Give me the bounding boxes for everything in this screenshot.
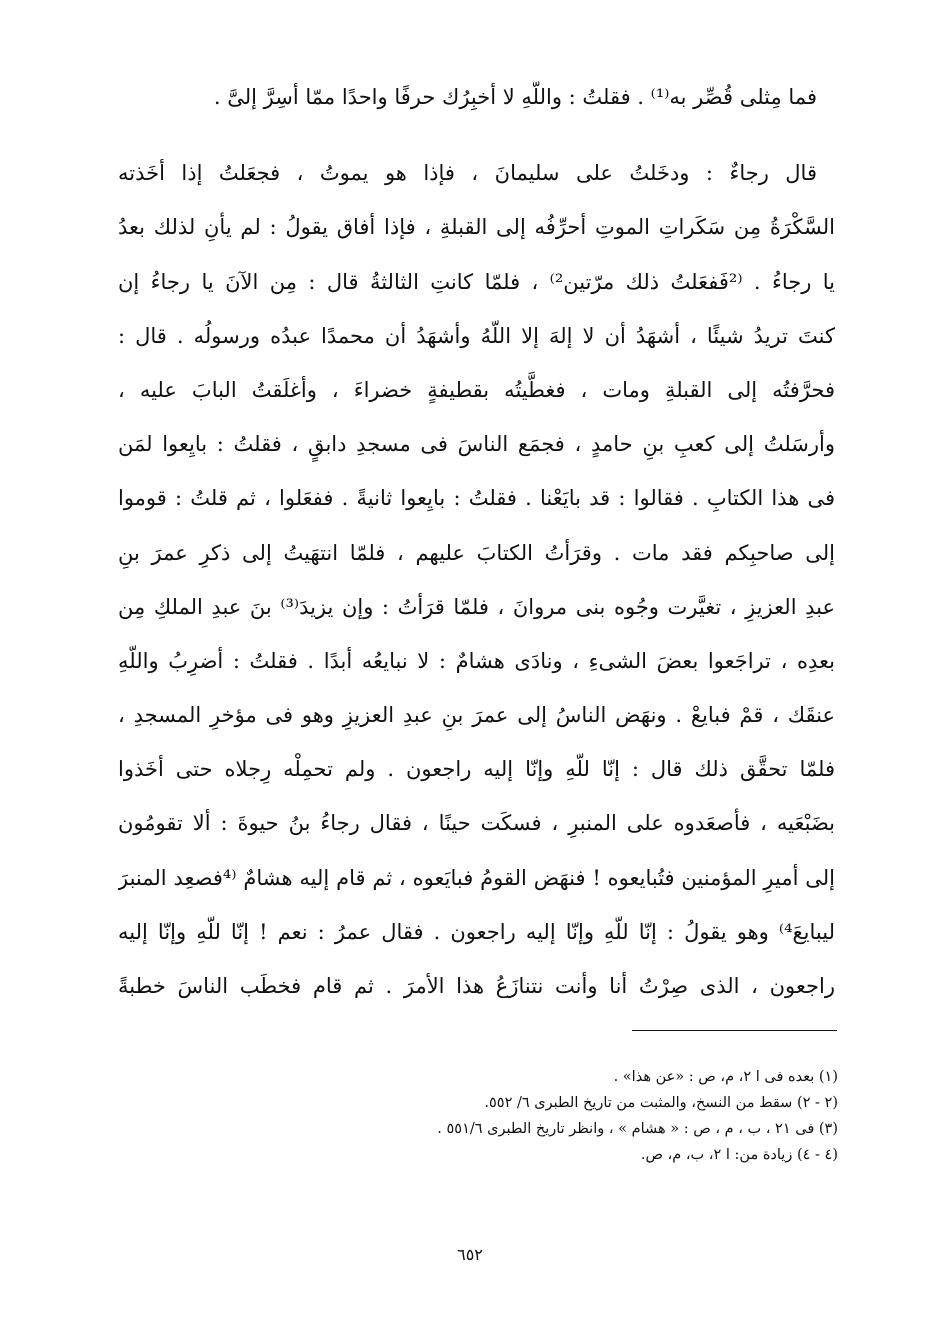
text-line: إلى أميرِ المؤمنين فتُبايعوه ! فنهَض القومُ فبايَعوه ، ثم قام إليه هشامٌ ⁽⁴فصعِد المنبرَ	[118, 865, 835, 890]
footnote: (٣) فى ٢١ ، ب ، م ، ص : « هشام » ، وانظر تاريخ الطبرى ٥٥١/٦ .	[437, 1121, 838, 1137]
footnote: (٢ - ٢) سقط من النسخ، والمثبت من تاريخ الطبرى ٦/ ٥٥٢.	[484, 1095, 838, 1111]
text-line: فى هذا الكتابِ . فقالوا : قد بايَعْنا . فقلتُ : بايِعوا ثانيةً . ففعَلوا ، ثم قلتُ : قوموا	[118, 486, 835, 511]
text-line: السَّكْرَةُ مِن سَكَراتِ الموتِ أحرِّفُه إلى القبلةِ ، فإذا أفاق يقولُ : لم يأنِ لذلك بعدُ	[118, 215, 835, 240]
paragraph-gap	[118, 124, 835, 146]
page-number: ٦٥٢	[457, 1245, 483, 1264]
text-line: كنتَ تريدُ شيئًا ، أشهَدُ أن لا إلهَ إلا اللّهُ وأشهَدُ أن محمدًا عبدُه ورسولُه . قال :	[118, 323, 835, 348]
text-line-opening: فما مِثلى قُصِّر به⁽¹⁾ . فقلتُ : واللّهِ لا أخبِرُك حرفًا واحدًا ممّا أسِرَّ إلىَّ .	[213, 85, 817, 109]
footnote: (١) بعده فى ا ٢، م، ص : «عن هذا» .	[613, 1069, 838, 1085]
text-line: بعدِه ، تراجَعوا بعضَ الشىءِ ، ونادَى هشامٌ : لا نبايعُه أبدًا . فقلتُ : أضرِبُ واللّهِ	[118, 648, 835, 673]
text-line: بضَبْعَيه ، فأصعَدوه على المنبرِ ، فسكَت حينًا ، فقال رجاءُ بنُ حيوةَ : ألا تقومُون	[118, 811, 835, 836]
footnote-divider	[632, 1030, 837, 1031]
text-line: يا رجاءُ . ⁽²فَفعَلتُ ذلك مرّتين²⁾ ، فلمّا كانتِ الثالثةُ قال : مِن الآنَ يا رجاءُ إن	[118, 269, 835, 294]
text-line: ليبايعَ⁴⁾ وهو يقولُ : إنّا للّهِ وإنّا إليه راجعون . فقال عمرُ : نعم ! إنّا للّهِ وإنّا إليه	[118, 919, 835, 944]
text-line: فحرَّفتُه إلى القبلةِ ومات ، فغطَّيتُه بقطيفةٍ خضراءَ ، وأغلَقتُ البابَ عليه ،	[118, 377, 835, 402]
footnotes	[150, 1064, 840, 1168]
text-line: راجعون ، الذى صِرْتُ أنا وأنت نتنازَعُ هذا الأمرَ . ثم قام فخطَب الناسَ خطبةً	[118, 974, 835, 998]
text-line: إلى صاحبِكم فقد مات . وقرَأتُ الكتابَ عليهم ، فلمّا انتهَيتُ إلى ذكرِ عمرَ بنِ	[118, 540, 835, 565]
text-line: قال رجاءٌ : ودخَلتُ على سليمانَ ، فإذا هو يموتُ ، فجعَلتُ إذا أخَذته	[118, 161, 817, 186]
text-line: وأرسَلتُ إلى كعبِ بنِ حامدٍ ، فجمَع الناسَ فى مسجدِ دابقٍ ، فقلتُ : بايِعوا لمَن	[118, 432, 835, 457]
main-text	[118, 70, 835, 1013]
footnote: (٤ - ٤) زيادة من: ا ٢، ب، م، ص.	[640, 1147, 838, 1163]
text-line: عبدِ العزيزِ ، تغيَّرت وجُوه بنى مروانَ ، فلمّا قرَأتُ : وإن يزيدَ⁽³⁾ بنَ عبدِ الملكِ مِن	[118, 594, 835, 619]
text-line: فلمّا تحقَّق ذلك قال : إنّا للّهِ وإنّا إليه راجعون . ولم تحمِلْه رِجلاه حتى أخَذوا	[118, 757, 835, 782]
text-line: عنقَك ، قمْ فبايعْ . ونهَض الناسُ إلى عمرَ بنِ عبدِ العزيزِ وهو فى مؤخرِ المسجدِ ،	[118, 703, 835, 728]
